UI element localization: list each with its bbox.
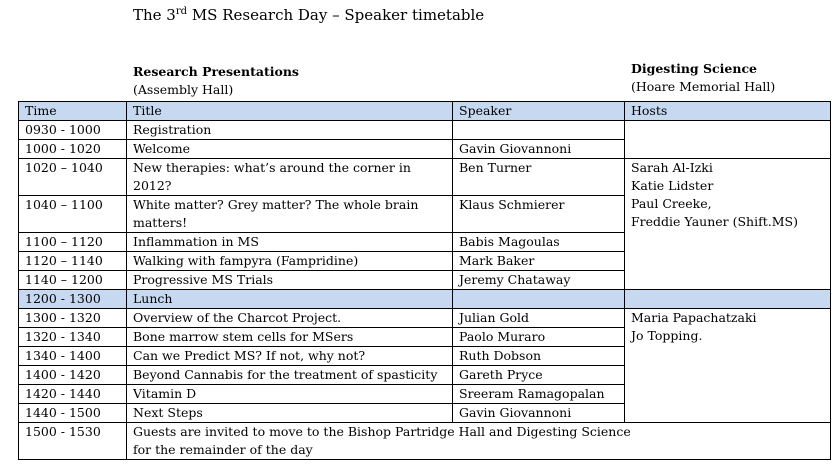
row-time: 1040 – 1100: [19, 196, 127, 233]
research-heading: Research Presentations: [133, 64, 299, 79]
host-name: Maria Papachatzaki: [631, 310, 757, 325]
row-title: Overview of the Charcot Project.: [127, 309, 453, 328]
row-speaker: Sreeram Ramagopalan: [453, 385, 625, 404]
row-speaker: Babis Magoulas: [453, 233, 625, 252]
hosts-morning-cell: [625, 159, 831, 290]
row-time: 1000 - 1020: [19, 140, 127, 159]
host-name: Katie Lidster: [631, 178, 714, 193]
hosts-empty-cell: [625, 121, 831, 159]
timetable: [18, 101, 831, 460]
row-title: Beyond Cannabis for the treatment of spasticity: [127, 366, 453, 385]
title-prefix: The 3: [133, 6, 176, 24]
row-title-merged: Guests are invited to move to the Bishop Partridge Hall and Digesting Science for the remainder of the day: [127, 423, 831, 460]
row-title: Can we Predict MS? If not, why not?: [127, 347, 453, 366]
row-speaker: [453, 121, 625, 140]
row-time: 1140 – 1200: [19, 271, 127, 290]
row-title: Inflammation in MS: [127, 233, 453, 252]
row-title: Registration: [127, 121, 453, 140]
row-time: 1440 - 1500: [19, 404, 127, 423]
row-time: 1340 - 1400: [19, 347, 127, 366]
row-time: 1300 - 1320: [19, 309, 127, 328]
row-time: 1400 - 1420: [19, 366, 127, 385]
hosts-lunch-cell: [625, 290, 831, 309]
row-time: 0930 - 1000: [19, 121, 127, 140]
hosts-afternoon-cell: [625, 309, 831, 423]
row-title: White matter? Grey matter? The whole brain matters!: [127, 196, 453, 233]
row-speaker: Mark Baker: [453, 252, 625, 271]
header-title: Title: [127, 102, 453, 121]
row-time: 1200 - 1300: [19, 290, 127, 309]
header-time: Time: [19, 102, 127, 121]
row-time: 1120 – 1140: [19, 252, 127, 271]
row-speaker: Gareth Pryce: [453, 366, 625, 385]
row-speaker: Ruth Dobson: [453, 347, 625, 366]
row-speaker: [453, 290, 625, 309]
row-time: 1320 - 1340: [19, 328, 127, 347]
host-name: Freddie Yauner (Shift.MS): [631, 214, 798, 229]
host-name: Jo Topping.: [631, 328, 703, 343]
row-time: 1020 – 1040: [19, 159, 127, 196]
row-title: New therapies: what’s around the corner in 2012?: [127, 159, 453, 196]
row-title: Bone marrow stem cells for MSers: [127, 328, 453, 347]
row-title: Welcome: [127, 140, 453, 159]
row-title: Next Steps: [127, 404, 453, 423]
row-title: Lunch: [127, 290, 453, 309]
row-time: 1420 - 1440: [19, 385, 127, 404]
table-header-row: [19, 102, 831, 121]
page-title: [133, 6, 484, 24]
table-row-final: [19, 423, 831, 460]
row-speaker: Gavin Giovannoni: [453, 404, 625, 423]
title-superscript: rd: [175, 6, 188, 17]
row-speaker: Paolo Muraro: [453, 328, 625, 347]
table-row: [19, 159, 831, 196]
row-speaker: Julian Gold: [453, 309, 625, 328]
row-time: 1100 – 1120: [19, 233, 127, 252]
host-name: Sarah Al-Izki: [631, 160, 713, 175]
row-title: Progressive MS Trials: [127, 271, 453, 290]
host-name: Paul Creeke,: [631, 196, 712, 211]
header-hosts: Hosts: [625, 102, 831, 121]
table-row-lunch: [19, 290, 831, 309]
digesting-heading: Digesting Science: [631, 61, 758, 76]
research-location: (Assembly Hall): [133, 82, 234, 97]
row-title: Vitamin D: [127, 385, 453, 404]
digesting-section-header: [631, 60, 775, 96]
row-title: Walking with fampyra (Fampridine): [127, 252, 453, 271]
table-row: [19, 309, 831, 328]
research-section-header: [133, 63, 299, 99]
row-speaker: Jeremy Chataway: [453, 271, 625, 290]
row-speaker: Ben Turner: [453, 159, 625, 196]
header-speaker: Speaker: [453, 102, 625, 121]
digesting-location: (Hoare Memorial Hall): [631, 79, 776, 94]
row-speaker: Gavin Giovannoni: [453, 140, 625, 159]
row-speaker: Klaus Schmierer: [453, 196, 625, 233]
title-suffix: MS Research Day – Speaker timetable: [187, 6, 485, 24]
table-row: [19, 121, 831, 140]
row-time: 1500 - 1530: [19, 423, 127, 460]
